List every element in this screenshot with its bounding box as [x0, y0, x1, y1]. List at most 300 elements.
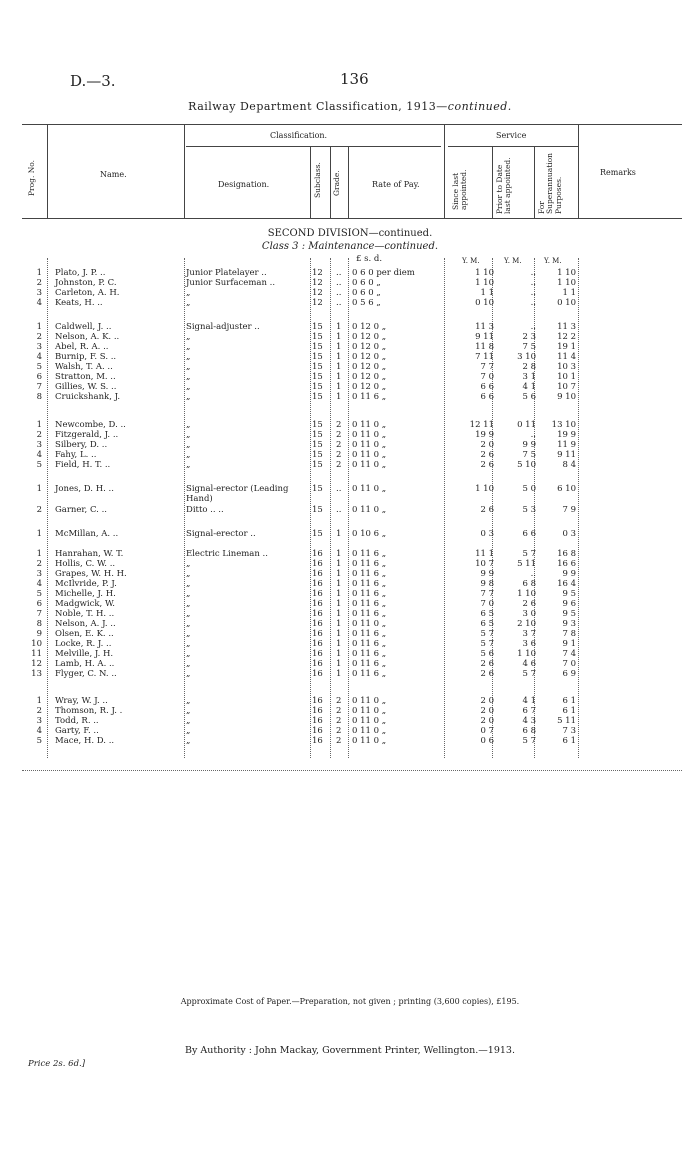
table-row	[0, 609, 700, 619]
cell-sub: 16	[312, 619, 323, 629]
cell-name: Carleton, A. H.	[55, 288, 120, 298]
cell-super: 9 5	[562, 589, 576, 599]
cell-prior: 5 6	[522, 392, 536, 402]
cell-sub: 16	[312, 649, 323, 659]
section-subtitle: Class 3 : Maintenance—continued.	[261, 241, 439, 252]
cell-no: 8	[36, 619, 42, 629]
table-row	[0, 352, 700, 362]
cell-since: 2 6	[480, 450, 494, 460]
prior-header: Prior to Date last appointed.	[495, 157, 513, 214]
cell-super: 1 10	[557, 278, 576, 288]
cell-since: 2 6	[480, 669, 494, 679]
cell-name: Burnip, F. S. ..	[55, 352, 117, 362]
cell-since: 7 11	[475, 352, 494, 362]
table-row	[0, 460, 700, 470]
cell-sub: 16	[312, 716, 323, 726]
cell-super: 6 1	[562, 736, 576, 746]
cell-desig: „	[186, 342, 191, 352]
cell-desig: „	[186, 559, 191, 569]
ym-units: Y. M.	[462, 257, 480, 265]
cell-grade: 1	[336, 559, 342, 569]
table-row	[0, 322, 700, 332]
table-row	[0, 430, 700, 440]
cell-name: Michelle, J. H.	[55, 589, 116, 599]
cell-no: 13	[31, 669, 42, 679]
cell-since: 1 10	[475, 484, 494, 494]
cell-grade: 1	[336, 549, 342, 559]
cell-since: 7 0	[480, 599, 494, 609]
cell-super: 7 0	[562, 659, 576, 669]
cell-grade: ..	[336, 298, 342, 308]
cell-grade: ..	[336, 505, 342, 515]
cell-grade: 1	[336, 322, 342, 332]
cell-sub: 15	[312, 420, 323, 430]
cell-super: 11 9	[557, 440, 576, 450]
cell-since: 2 0	[480, 440, 494, 450]
cell-prior: ..	[530, 322, 536, 332]
cell-no: 6	[36, 599, 42, 609]
cell-grade: 1	[336, 392, 342, 402]
cell-sub: 12	[312, 268, 323, 278]
cell-rate: 0 12 0 „	[352, 352, 387, 362]
cell-prior: ..	[530, 278, 536, 288]
cell-grade: 2	[336, 736, 342, 746]
cell-super: 10 1	[557, 372, 576, 382]
cell-super: 7 8	[562, 629, 576, 639]
cell-desig: „	[186, 460, 191, 470]
cell-prior: 4 6	[522, 659, 536, 669]
cell-since: 2 0	[480, 696, 494, 706]
name-header: Name.	[100, 170, 127, 179]
cell-prior: 3 1	[522, 372, 536, 382]
col-divider	[534, 146, 535, 218]
table-row	[0, 659, 700, 669]
cell-rate: 0 11 6 „	[352, 392, 387, 402]
cell-super: 11 4	[557, 352, 576, 362]
cell-rate: 0 11 0 „	[352, 484, 387, 494]
cell-super: 9 10	[557, 392, 576, 402]
cell-no: 4	[36, 726, 42, 736]
cell-prior: 3 7	[522, 629, 536, 639]
cell-name: Locke, R. J. ..	[55, 639, 112, 649]
cell-rate: 0 11 0 „	[352, 736, 387, 746]
cell-since: 19 9	[475, 430, 494, 440]
cell-sub: 15	[312, 430, 323, 440]
cell-super: 6 9	[562, 669, 576, 679]
cell-no: 1	[36, 549, 42, 559]
cell-no: 5	[36, 589, 42, 599]
cell-sub: 12	[312, 288, 323, 298]
table-row	[0, 716, 700, 726]
cell-since: 11 3	[475, 322, 494, 332]
cell-grade: 1	[336, 659, 342, 669]
cell-desig: „	[186, 696, 191, 706]
cell-sub: 16	[312, 706, 323, 716]
cell-no: 2	[36, 559, 42, 569]
table-row	[0, 696, 700, 706]
cell-grade: 2	[336, 716, 342, 726]
cell-since: 9 9	[480, 569, 494, 579]
cell-desig: „	[186, 382, 191, 392]
cell-grade: 2	[336, 696, 342, 706]
rate-header: Rate of Pay.	[372, 180, 420, 189]
cell-grade: 1	[336, 382, 342, 392]
col-divider	[47, 124, 48, 218]
cell-prior: 7 5	[522, 342, 536, 352]
cell-desig: Signal-erector ..	[186, 529, 256, 539]
cell-no: 2	[36, 505, 42, 515]
cell-sub: 15	[312, 392, 323, 402]
table-row	[0, 278, 700, 288]
cell-since: 5 6	[480, 649, 494, 659]
cell-prior: 9 9	[522, 440, 536, 450]
cell-desig: „	[186, 569, 191, 579]
cell-rate: 0 5 6 „	[352, 298, 381, 308]
cell-super: 11 3	[557, 322, 576, 332]
cell-rate: 0 11 0 „	[352, 460, 387, 470]
cell-name: Field, H. T. ..	[55, 460, 111, 470]
cell-desig: „	[186, 392, 191, 402]
cell-no: 5	[36, 736, 42, 746]
cell-since: 11 1	[475, 549, 494, 559]
cell-sub: 16	[312, 569, 323, 579]
cell-no: 1	[36, 268, 42, 278]
cell-name: Cruickshank, J.	[55, 392, 121, 402]
cell-name: Stratton, M. ..	[55, 372, 116, 382]
cell-sub: 16	[312, 669, 323, 679]
cell-since: 9 11	[475, 332, 494, 342]
page-title	[0, 100, 700, 113]
cell-grade: ..	[336, 278, 342, 288]
cell-name: Hollis, C. W. ..	[55, 559, 116, 569]
cell-super: 12 2	[557, 332, 576, 342]
cell-name: Nelson, A. K. ..	[55, 332, 120, 342]
cell-rate: 0 11 6 „	[352, 569, 387, 579]
cell-super: 8 4	[562, 460, 576, 470]
cell-since: 7 7	[480, 362, 494, 372]
cell-no: 4	[36, 579, 42, 589]
cell-no: 10	[31, 639, 42, 649]
cell-rate: 0 11 6 „	[352, 649, 387, 659]
cell-name: Wray, W. J. ..	[55, 696, 108, 706]
cell-super: 1 10	[557, 268, 576, 278]
title-main: Railway Department Classification, 1913—	[188, 100, 448, 113]
since-header: Since last appointed.	[451, 169, 469, 210]
cell-rate: 0 12 0 „	[352, 322, 387, 332]
table-top-rule	[22, 124, 682, 125]
cell-prior: ..	[530, 268, 536, 278]
cell-prior: 6 7	[522, 706, 536, 716]
cell-name: Lamb, H. A. ..	[55, 659, 115, 669]
cell-desig: „	[186, 619, 191, 629]
cell-prior: 5 0	[522, 484, 536, 494]
cell-since: 10 7	[475, 559, 494, 569]
cost-note: Approximate Cost of Paper.—Preparation, not given ; printing (3,600 copies), £195.	[180, 997, 520, 1006]
cell-prior: 6 8	[522, 726, 536, 736]
cell-grade: 1	[336, 372, 342, 382]
cell-name: Mace, H. D. ..	[55, 736, 115, 746]
cell-prior: 5 7	[522, 736, 536, 746]
cell-super: 9 1	[562, 639, 576, 649]
cell-super: 9 9	[562, 569, 576, 579]
cell-rate: 0 11 0 „	[352, 430, 387, 440]
cell-since: 0 3	[480, 529, 494, 539]
cell-grade: 1	[336, 639, 342, 649]
table-row	[0, 599, 700, 609]
cell-desig: „	[186, 298, 191, 308]
cell-name: Abel, R. A. ..	[55, 342, 109, 352]
cell-grade: 1	[336, 589, 342, 599]
cell-desig: „	[186, 599, 191, 609]
cell-desig: Junior Surfaceman ..	[186, 278, 276, 288]
cell-name: Keats, H. ..	[55, 298, 103, 308]
table-row	[0, 268, 700, 278]
cell-since: 6 6	[480, 382, 494, 392]
cell-rate: 0 11 6 „	[352, 609, 387, 619]
cell-desig: „	[186, 440, 191, 450]
cell-since: 2 6	[480, 505, 494, 515]
cell-grade: 1	[336, 609, 342, 619]
cell-no: 4	[36, 298, 42, 308]
cell-grade: 1	[336, 629, 342, 639]
cell-since: 12 11	[469, 420, 494, 430]
cell-prior: 6 8	[522, 579, 536, 589]
cell-desig: „	[186, 362, 191, 372]
cell-since: 6 5	[480, 619, 494, 629]
cell-no: 1	[36, 484, 42, 494]
cell-prior: 3 0	[522, 609, 536, 619]
page-number: 136	[340, 70, 369, 88]
cell-desig: „	[186, 726, 191, 736]
cell-name: Madgwick, W.	[55, 599, 115, 609]
cell-name: Noble, T. H. ..	[55, 609, 115, 619]
cell-desig: „	[186, 579, 191, 589]
cell-rate: 0 11 0 „	[352, 440, 387, 450]
cell-prior: 4 1	[522, 696, 536, 706]
cell-name: Melville, J. H.	[55, 649, 114, 659]
cell-sub: 15	[312, 382, 323, 392]
table-row	[0, 589, 700, 599]
table-row	[0, 726, 700, 736]
cell-grade: 1	[336, 619, 342, 629]
cell-super: 1 1	[562, 288, 576, 298]
cell-grade: 1	[336, 669, 342, 679]
cell-prior: 3 6	[522, 639, 536, 649]
cell-super: 16 4	[557, 579, 576, 589]
cell-grade: ..	[336, 484, 342, 494]
cell-desig: Ditto .. ..	[186, 505, 224, 515]
ym-units: Y. M.	[544, 257, 562, 265]
service-header: Service	[496, 131, 527, 140]
cell-desig: „	[186, 639, 191, 649]
table-row	[0, 382, 700, 392]
cell-prior: 5 11	[517, 559, 536, 569]
cell-grade: 2	[336, 460, 342, 470]
cell-no: 5	[36, 460, 42, 470]
col-divider	[444, 124, 445, 218]
cell-prior: ..	[530, 298, 536, 308]
table-row	[0, 332, 700, 342]
lsd-units: £ s. d.	[356, 254, 383, 264]
cell-no: 9	[36, 629, 42, 639]
col-divider	[348, 146, 349, 218]
cell-desig: „	[186, 430, 191, 440]
cell-rate: 0 11 0 „	[352, 716, 387, 726]
cell-desig: „	[186, 629, 191, 639]
cell-desig: „	[186, 450, 191, 460]
cell-desig: Junior Platelayer ..	[186, 268, 267, 278]
cell-desig: „	[186, 352, 191, 362]
cell-sub: 15	[312, 484, 323, 494]
cell-sub: 12	[312, 298, 323, 308]
cell-since: 1 1	[480, 288, 494, 298]
cell-rate: 0 10 6 „	[352, 529, 387, 539]
cell-sub: 16	[312, 629, 323, 639]
cell-sub: 16	[312, 599, 323, 609]
cell-prior: ..	[530, 430, 536, 440]
cell-sub: 15	[312, 505, 323, 515]
table-row	[0, 288, 700, 298]
cell-prior: ..	[530, 569, 536, 579]
cell-super: 5 11	[557, 716, 576, 726]
cell-sub: 15	[312, 450, 323, 460]
cell-rate: 0 6 0 per diem	[352, 268, 415, 278]
table-row	[0, 392, 700, 402]
table-row	[0, 649, 700, 659]
cell-no: 5	[36, 362, 42, 372]
cell-sub: 15	[312, 460, 323, 470]
col-divider	[184, 124, 185, 218]
cell-super: 7 3	[562, 726, 576, 736]
cell-no: 2	[36, 332, 42, 342]
cell-prior: 2 3	[522, 332, 536, 342]
cell-no: 2	[36, 430, 42, 440]
cell-sub: 15	[312, 372, 323, 382]
cell-prior: 2 10	[517, 619, 536, 629]
cell-rate: 0 11 6 „	[352, 639, 387, 649]
col-divider	[310, 146, 311, 218]
cell-rate: 0 11 6 „	[352, 669, 387, 679]
cell-super: 6 10	[557, 484, 576, 494]
cell-since: 7 0	[480, 372, 494, 382]
cell-no: 12	[31, 659, 42, 669]
cell-since: 1 10	[475, 268, 494, 278]
cell-since: 9 8	[480, 579, 494, 589]
cell-name: McMillan, A. ..	[55, 529, 119, 539]
table-row	[0, 505, 700, 515]
cell-super: 16 8	[557, 549, 576, 559]
table-row	[0, 559, 700, 569]
cell-since: 6 5	[480, 609, 494, 619]
cell-since: 7 7	[480, 589, 494, 599]
cell-sub: 16	[312, 559, 323, 569]
cell-sub: 15	[312, 362, 323, 372]
cell-sub: 15	[312, 352, 323, 362]
table-row	[0, 420, 700, 430]
cell-desig: „	[186, 669, 191, 679]
cell-rate: 0 12 0 „	[352, 342, 387, 352]
col-divider	[492, 146, 493, 218]
cell-rate: 0 11 0 „	[352, 420, 387, 430]
cell-sub: 12	[312, 278, 323, 288]
cell-since: 11 8	[475, 342, 494, 352]
cell-sub: 16	[312, 726, 323, 736]
cell-name: Gillies, W. S. ..	[55, 382, 117, 392]
cell-prior: 4 1	[522, 382, 536, 392]
cell-grade: 1	[336, 352, 342, 362]
cell-super: 0 3	[562, 529, 576, 539]
section-title: SECOND DIVISION—continued.	[267, 228, 433, 239]
cell-desig: „	[186, 706, 191, 716]
cell-no: 2	[36, 278, 42, 288]
cell-desig: „	[186, 649, 191, 659]
cell-no: 1	[36, 529, 42, 539]
cell-name: Garner, C. ..	[55, 505, 107, 515]
cell-prior: 4 3	[522, 716, 536, 726]
cell-name: Jones, D. H. ..	[55, 484, 114, 494]
cell-super: 9 11	[557, 450, 576, 460]
cell-name: Johnston, P. C.	[55, 278, 117, 288]
table-row	[0, 440, 700, 450]
col-divider	[578, 124, 579, 218]
cell-rate: 0 11 6 „	[352, 589, 387, 599]
table-row	[0, 736, 700, 746]
cell-no: 1	[36, 322, 42, 332]
cell-grade: 1	[336, 649, 342, 659]
cell-grade: 2	[336, 706, 342, 716]
cell-prior: 1 10	[517, 649, 536, 659]
cell-super: 19 1	[557, 342, 576, 352]
cell-rate: 0 6 0 „	[352, 278, 381, 288]
cell-sub: 16	[312, 589, 323, 599]
super-header: For Superannuation Purposes.	[537, 153, 563, 214]
cell-no: 3	[36, 716, 42, 726]
cell-no: 1	[36, 420, 42, 430]
cell-grade: 2	[336, 450, 342, 460]
cell-rate: 0 11 6 „	[352, 559, 387, 569]
cell-rate: 0 12 0 „	[352, 362, 387, 372]
table-row	[0, 569, 700, 579]
cell-no: 3	[36, 440, 42, 450]
cell-since: 2 0	[480, 716, 494, 726]
cell-name: Garty, F. ..	[55, 726, 99, 736]
cell-super: 9 5	[562, 609, 576, 619]
cell-prior: 7 5	[522, 450, 536, 460]
cell-super: 10 7	[557, 382, 576, 392]
cell-sub: 15	[312, 332, 323, 342]
cell-no: 7	[36, 609, 42, 619]
cell-rate: 0 11 0 „	[352, 696, 387, 706]
cell-grade: 1	[336, 332, 342, 342]
cell-prior: 5 10	[517, 460, 536, 470]
cell-desig: Hand)	[186, 494, 213, 504]
cell-prior: 2 6	[522, 599, 536, 609]
cell-no: 6	[36, 372, 42, 382]
document-code: D.—3.	[70, 72, 116, 90]
cell-grade: ..	[336, 268, 342, 278]
classification-rule	[186, 146, 441, 147]
prog-no-header: Prog. No.	[27, 159, 36, 196]
cell-sub: 15	[312, 440, 323, 450]
cell-rate: 0 6 0 „	[352, 288, 381, 298]
cell-grade: ..	[336, 288, 342, 298]
ym-units: Y. M.	[504, 257, 522, 265]
table-row	[0, 639, 700, 649]
cell-sub: 15	[312, 322, 323, 332]
table-header-bottom-rule	[22, 218, 682, 219]
table-row	[0, 362, 700, 372]
cell-name: Fitzgerald, J. ..	[55, 430, 119, 440]
